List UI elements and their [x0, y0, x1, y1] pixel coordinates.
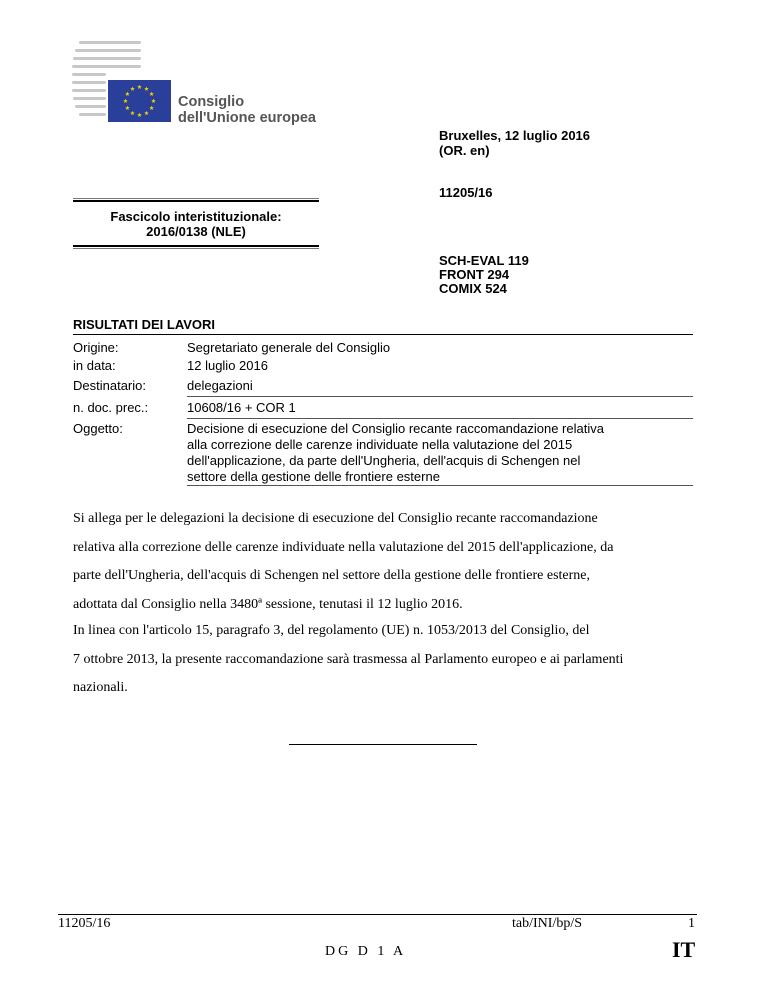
body-paragraph-1: [73, 505, 703, 619]
subject-line: settore della gestione delle frontiere esterne: [187, 469, 440, 484]
dossier-rule-top-thin: [73, 198, 319, 199]
footer-page-number: 1: [688, 916, 695, 931]
body-line: nazionali.: [73, 680, 128, 695]
meta-label: Origine:: [73, 340, 119, 355]
council-name: [178, 94, 316, 126]
meta-label: in data:: [73, 358, 116, 373]
footer-directorate: DG D 1 A: [325, 944, 407, 959]
original-language: (OR. en): [439, 143, 490, 158]
body-line: adottata dal Consiglio nella 3480ª sessione, tenutasi il 12 luglio 2016.: [73, 596, 463, 612]
document-number: 11205/16: [439, 185, 493, 200]
footer-initials: tab/INI/bp/S: [512, 916, 582, 931]
code-comix: COMIX 524: [439, 281, 507, 296]
meta-label: Oggetto:: [73, 421, 123, 436]
meta-rule: [187, 396, 693, 397]
body-line: relativa alla correzione delle carenze individuate nella valutazione del 2015 dell'applicazione, da: [73, 539, 614, 555]
meta-value: [187, 421, 693, 485]
body-line: parte dell'Ungheria, dell'acquis di Schengen nel settore della gestione delle frontiere esterne,: [73, 568, 591, 583]
meta-label: n. doc. prec.:: [73, 400, 149, 415]
code-front: FRONT 294: [439, 267, 510, 282]
meta-label: Destinatario:: [73, 378, 146, 393]
footer-rule: [58, 914, 697, 915]
interinstitutional-dossier: [73, 198, 319, 250]
meta-value: 10608/16 + COR 1: [187, 400, 296, 415]
body-line: Si allega per le delegazioni la decisione di esecuzione del Consiglio recante raccomandazione: [73, 511, 598, 526]
meta-rule: [187, 418, 693, 419]
dossier-label: Fascicolo interistituzionale:: [110, 209, 282, 224]
meta-value: 12 luglio 2016: [187, 358, 268, 373]
council-name-line2: dell'Unione europea: [178, 110, 316, 126]
subject-line: alla correzione delle carenze individuate nella valutazione del 2015: [187, 437, 573, 452]
place-date: Bruxelles, 12 luglio 2016: [439, 128, 591, 143]
footer-doc-number: 11205/16: [58, 916, 111, 931]
results-title-rule: [73, 334, 693, 335]
dossier-number: 2016/0138 (NLE): [146, 224, 246, 239]
eu-flag-icon: [108, 80, 171, 122]
dossier-rule-bottom: [73, 245, 319, 247]
dossier-rule-bottom-thin: [73, 248, 319, 249]
body-paragraph-2: [73, 617, 703, 703]
footer-language: IT: [672, 937, 696, 962]
subject-line: Decisione di esecuzione del Consiglio recante raccomandazione relativa: [187, 421, 604, 436]
dossier-text: [73, 202, 319, 245]
meta-rule: [187, 485, 693, 486]
council-name-line1: Consiglio: [178, 94, 245, 110]
code-sch-eval: SCH-EVAL 119: [439, 253, 529, 268]
body-line: In linea con l'articolo 15, paragrafo 3, del regolamento (UE) n. 1053/2013 del Consiglio, del: [73, 623, 590, 638]
separator-line: [289, 744, 477, 745]
body-line: 7 ottobre 2013, la presente raccomandazione sarà trasmessa al Parlamento europeo e ai parlamenti: [73, 651, 624, 667]
results-title: RISULTATI DEI LAVORI: [73, 317, 216, 332]
meta-value: delegazioni: [187, 378, 253, 393]
subject-line: dell'applicazione, da parte dell'Ungheria, dell'acquis di Schengen nel: [187, 453, 581, 468]
meta-value: Segretariato generale del Consiglio: [187, 340, 391, 355]
